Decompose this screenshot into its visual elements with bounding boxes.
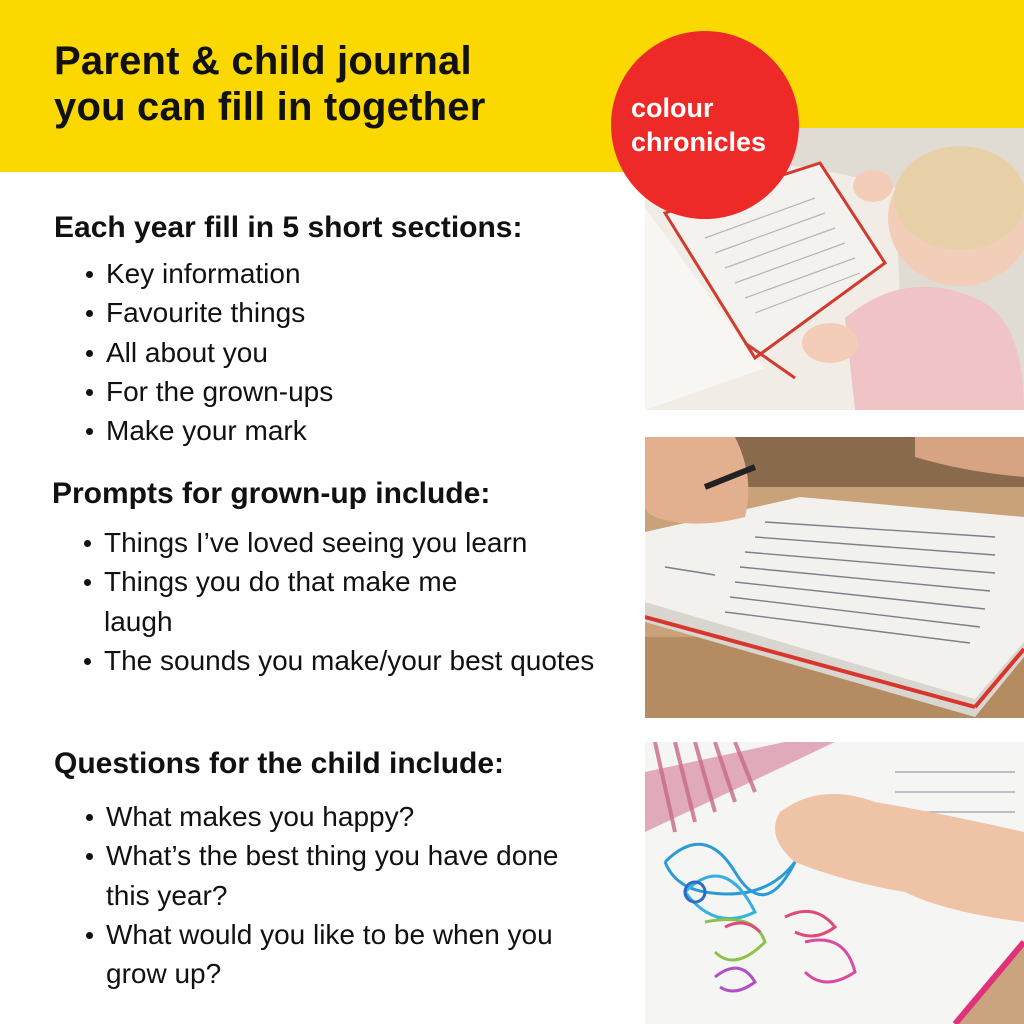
list-item: Things you do that make me laugh [80, 562, 500, 641]
brand-logo-line-2: chronicles [631, 127, 767, 157]
list-item: Things I’ve loved seeing you learn [80, 523, 500, 562]
list-item: The sounds you make/your best quotes [80, 641, 614, 680]
list-item: All about you [82, 333, 602, 372]
list-item: What makes you happy? [82, 797, 582, 836]
section-title-yearly-sections: Each year fill in 5 short sections: [54, 211, 523, 244]
yearly-sections-list [82, 254, 602, 450]
list-item: What would you like to be when you grow up? [82, 915, 582, 994]
page-title [54, 38, 486, 130]
brand-logo-badge [611, 31, 799, 219]
list-item: Key information [82, 254, 602, 293]
child-questions-list [82, 797, 582, 993]
list-item: Make your mark [82, 411, 602, 450]
title-line-1: Parent & child journal [54, 39, 472, 83]
grown-up-prompts-list [80, 523, 595, 680]
section-title-child-questions: Questions for the child include: [54, 747, 505, 780]
section-title-grown-up-prompts: Prompts for grown-up include: [52, 477, 491, 510]
brand-logo-text [631, 91, 766, 159]
list-item: Favourite things [82, 293, 602, 332]
hand-writing-in-journal-photo [645, 437, 1024, 718]
brand-logo-line-1: colour [631, 93, 714, 123]
list-item: For the grown-ups [82, 372, 602, 411]
list-item: What’s the best thing you have done this year? [82, 836, 582, 915]
title-line-2: you can fill in together [54, 85, 486, 129]
child-drawing-in-journal-photo [645, 742, 1024, 1024]
